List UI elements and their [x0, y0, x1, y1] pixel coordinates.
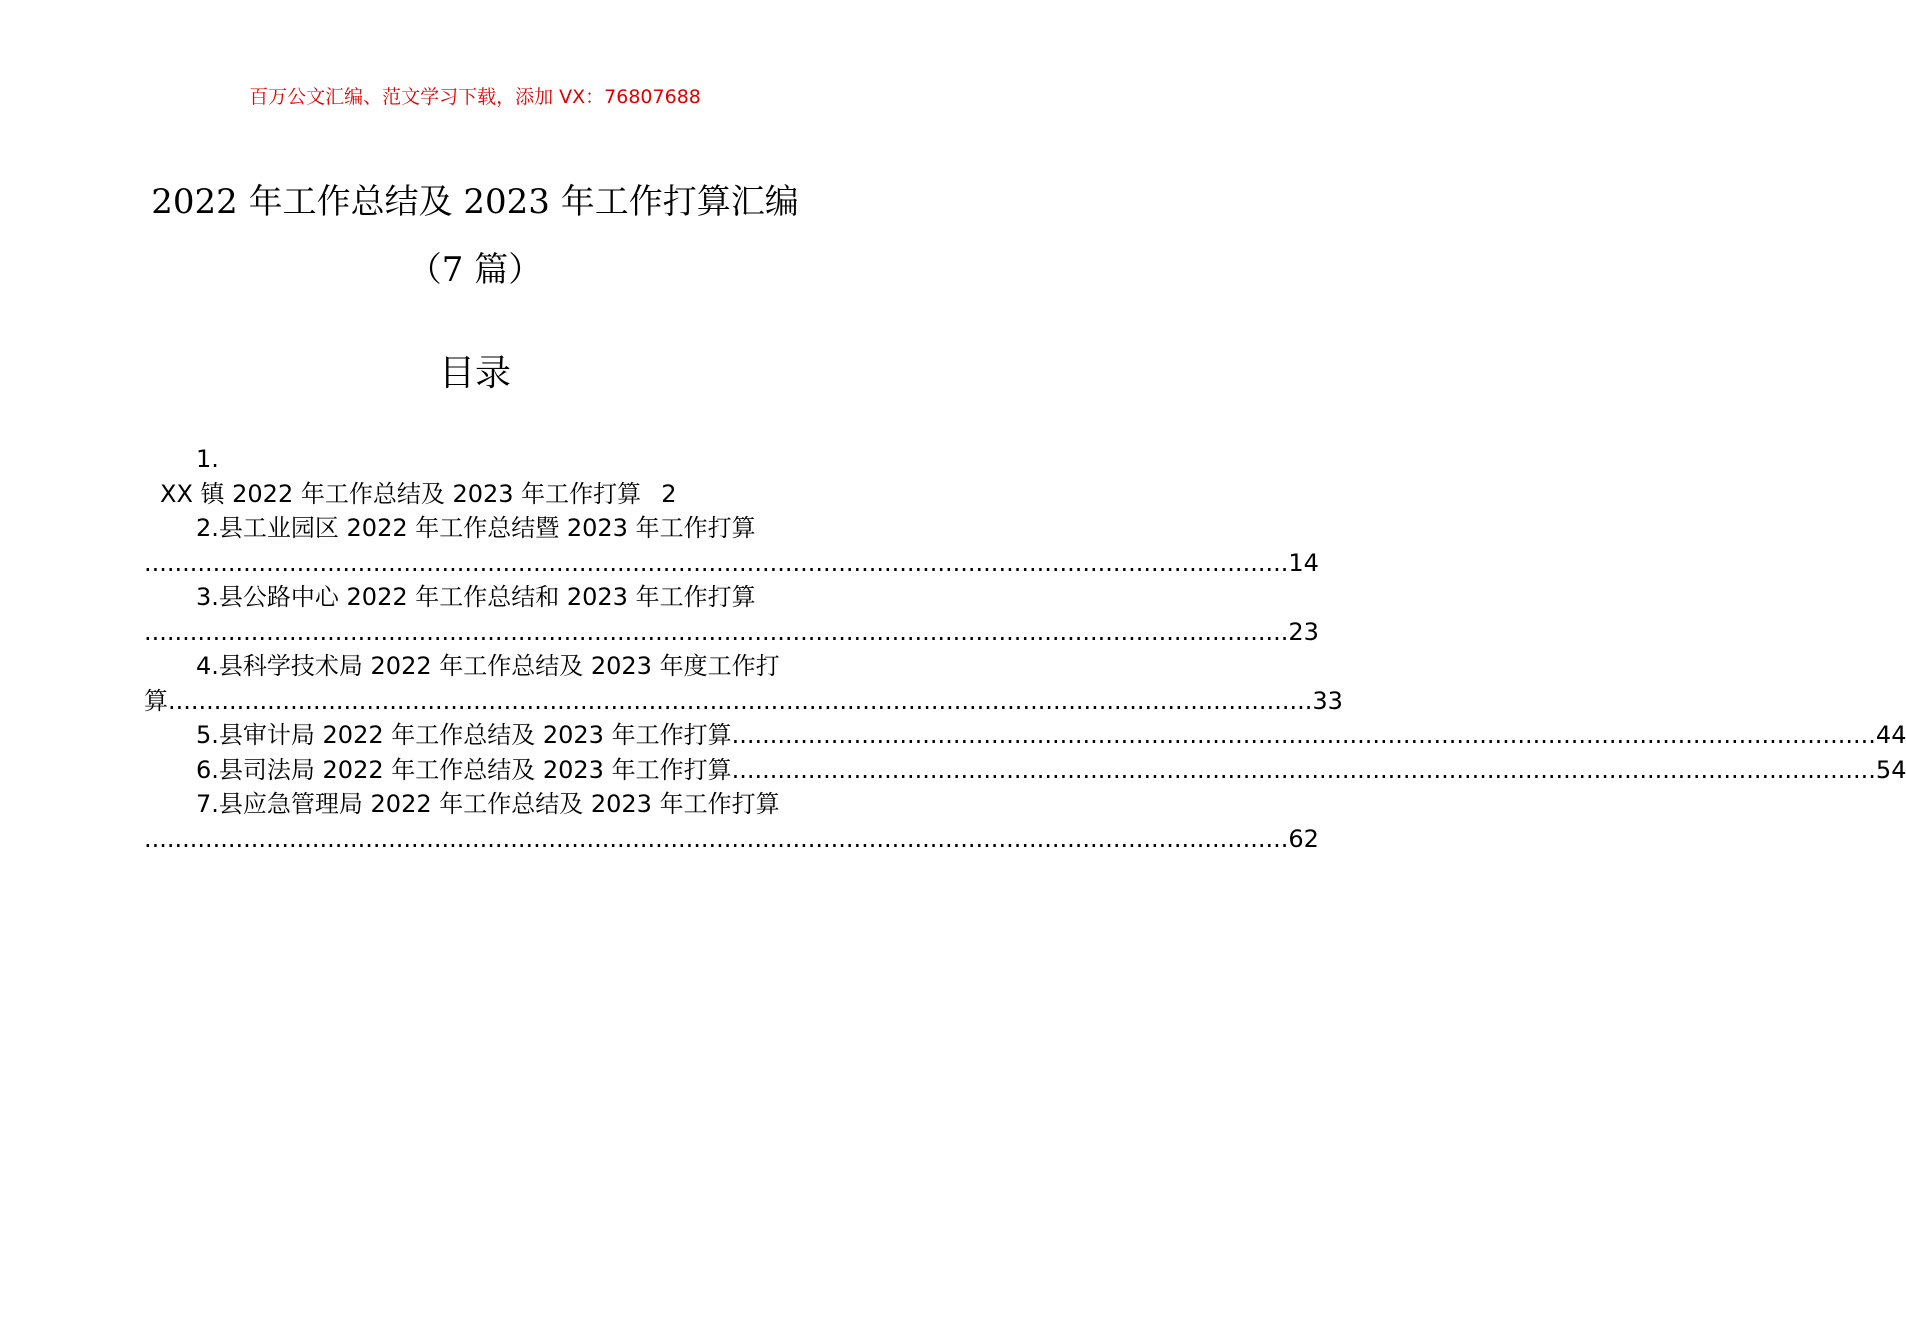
- toc-entry-5[interactable]: [144, 718, 1906, 753]
- toc-entry-4[interactable]: [144, 649, 806, 684]
- toc-entry-3-leader: [144, 615, 1319, 650]
- toc-entry-page: 33: [1312, 686, 1343, 715]
- toc-entry-title: 6.县司法局 2022 年工作总结及 2023 年工作打算: [196, 755, 732, 784]
- toc-entry-title: 7.县应急管理局 2022 年工作总结及 2023 年工作打算: [196, 790, 780, 818]
- document-subtitle: （7 篇）: [407, 250, 543, 290]
- toc-entry-title: 4.县科学技术局 2022 年工作总结及 2023 年度工作打: [196, 652, 780, 680]
- toc-entry-1-number[interactable]: 1.: [196, 445, 219, 473]
- toc-entry-4-leader: [144, 684, 1343, 719]
- toc-entry-7-leader: [144, 822, 1319, 857]
- toc-entry-3[interactable]: [144, 580, 806, 615]
- toc-entry-page: 44: [1875, 721, 1906, 749]
- toc-entry-title: 5.县审计局 2022 年工作总结及 2023 年工作打算: [196, 721, 732, 749]
- toc-entry-page: 54: [1875, 755, 1906, 784]
- toc-entry-page: 2: [661, 479, 677, 508]
- leader-dots: ......................................................................................................................................................: [168, 686, 1313, 715]
- leader-dots: ......................................................................................................................................................: [731, 755, 1876, 784]
- toc-entry-6[interactable]: [144, 753, 1906, 788]
- toc-heading: 目录: [438, 353, 511, 394]
- toc-entry-page: 14: [1288, 548, 1319, 577]
- toc-entry-title: 2.县工业园区 2022 年工作总结暨 2023 年工作打算: [196, 514, 756, 542]
- leader-dots: ......................................................................................................................................................: [144, 824, 1289, 853]
- watermark-banner: 百万公文汇编、范文学习下载，添加 VX：76807688: [249, 86, 701, 108]
- toc-entry-title: XX 镇 2022 年工作总结及 2023 年工作打算: [160, 479, 642, 508]
- table-of-contents: [144, 442, 1906, 856]
- toc-entry-2-leader: [144, 546, 1319, 581]
- toc-entry-title: 3.县公路中心 2022 年工作总结和 2023 年工作打算: [196, 583, 756, 611]
- document-title: 2022 年工作总结及 2023 年工作打算汇编: [151, 182, 799, 222]
- leader-dots: ......................................................................................................................................................: [144, 548, 1289, 577]
- leader-dots: ......................................................................................................................................................: [731, 721, 1876, 749]
- toc-entry-7[interactable]: [144, 787, 806, 822]
- toc-entry-title-cont: 算: [144, 686, 168, 715]
- leader-dots: ......................................................................................................................................................: [144, 617, 1289, 646]
- toc-entry-2[interactable]: [144, 511, 806, 546]
- toc-entry-page: 62: [1288, 824, 1319, 853]
- toc-entry-page: 23: [1288, 617, 1319, 646]
- toc-entry-1[interactable]: [144, 477, 806, 512]
